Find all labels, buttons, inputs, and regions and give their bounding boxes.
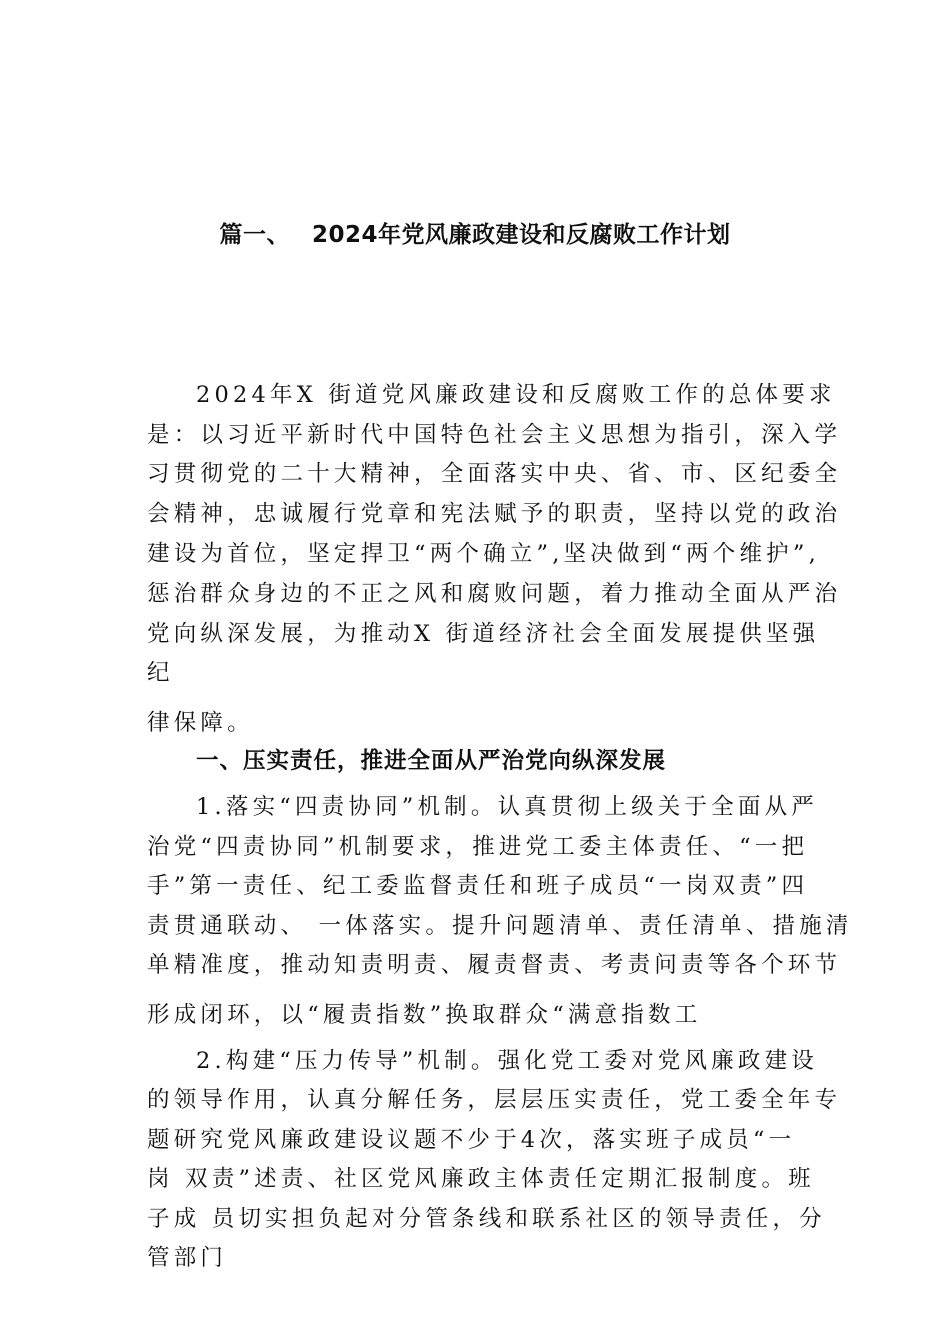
item-2-line-1: 2.构建“压力传导”机制。强化党工委对党风廉政建设 [196,1048,818,1074]
paragraph-1-line-7: 党向纵深发展，为推动X 街道经济社会全面发展提供坚强 [147,621,820,647]
paragraph-1-line-4: 会精神，忠诚履行党章和宪法赋予的职责，坚持以党的政治 [147,501,842,527]
item-1-line-3: 手”第一责任、纪工委监督责任和班子成员“一岗双责”四 [147,873,809,899]
paragraph-1-line-1: 2024年X 街道党风廉政建设和反腐败工作的总体要求 [196,382,836,408]
item-1-line-1: 1.落实“四责协同”机制。认真贯彻上级关于全面从严 [196,794,818,820]
paragraph-1-line-5: 建设为首位，坚定捍卫“两个确立”,坚决做到“两个维护”, [147,541,820,567]
page-title-text: 2024年党风廉政建设和反腐败工作计划 [311,222,731,248]
page-title-prefix: 篇一、 [219,222,290,248]
paragraph-1-line-8: 纪 [147,660,174,686]
item-1-line-5: 单精准度，推动知责明责、履责督责、考责问责等各个环节 [147,952,842,978]
item-2-line-5: 子成 员切实担负起对分管条线和联系社区的领导责任，分 [147,1206,826,1232]
item-2-line-3: 题研究党风廉政建设议题不少于4次，落实班子成员“一 [147,1127,796,1153]
item-1-line-2: 治党“四责协同”机制要求，推进党工委主体责任、“一把 [147,834,809,860]
item-2-line-6: 管部门 [147,1245,228,1271]
paragraph-1-line-3: 习贯彻党的二十大精神，全面落实中央、省、市、区纪委全 [147,461,842,487]
item-1-line-6: 形成闭环，以“履责指数”换取群众“满意指数工 [147,1002,702,1028]
paragraph-1-line-2: 是：以习近平新时代中国特色社会主义思想为指引，深入学 [147,422,842,448]
paragraph-1-line-6: 惩治群众身边的不正之风和腐败问题，着力推动全面从严治 [147,581,842,607]
page-title [0,218,950,252]
section-1-heading: 一、压实责任，推进全面从严治党向纵深发展 [196,748,667,774]
item-2-line-4: 岗 双责”述责、社区党风廉政主体责任定期汇报制度。班 [147,1166,815,1192]
item-2-line-2: 的领导作用，认真分解任务，层层压实责任，党工委全年专 [147,1087,842,1113]
paragraph-1-line-9: 律保障。 [147,710,254,736]
item-1-line-4: 责贯通联动、 一体落实。提升问题清单、责任清单、措施清 [147,913,853,939]
